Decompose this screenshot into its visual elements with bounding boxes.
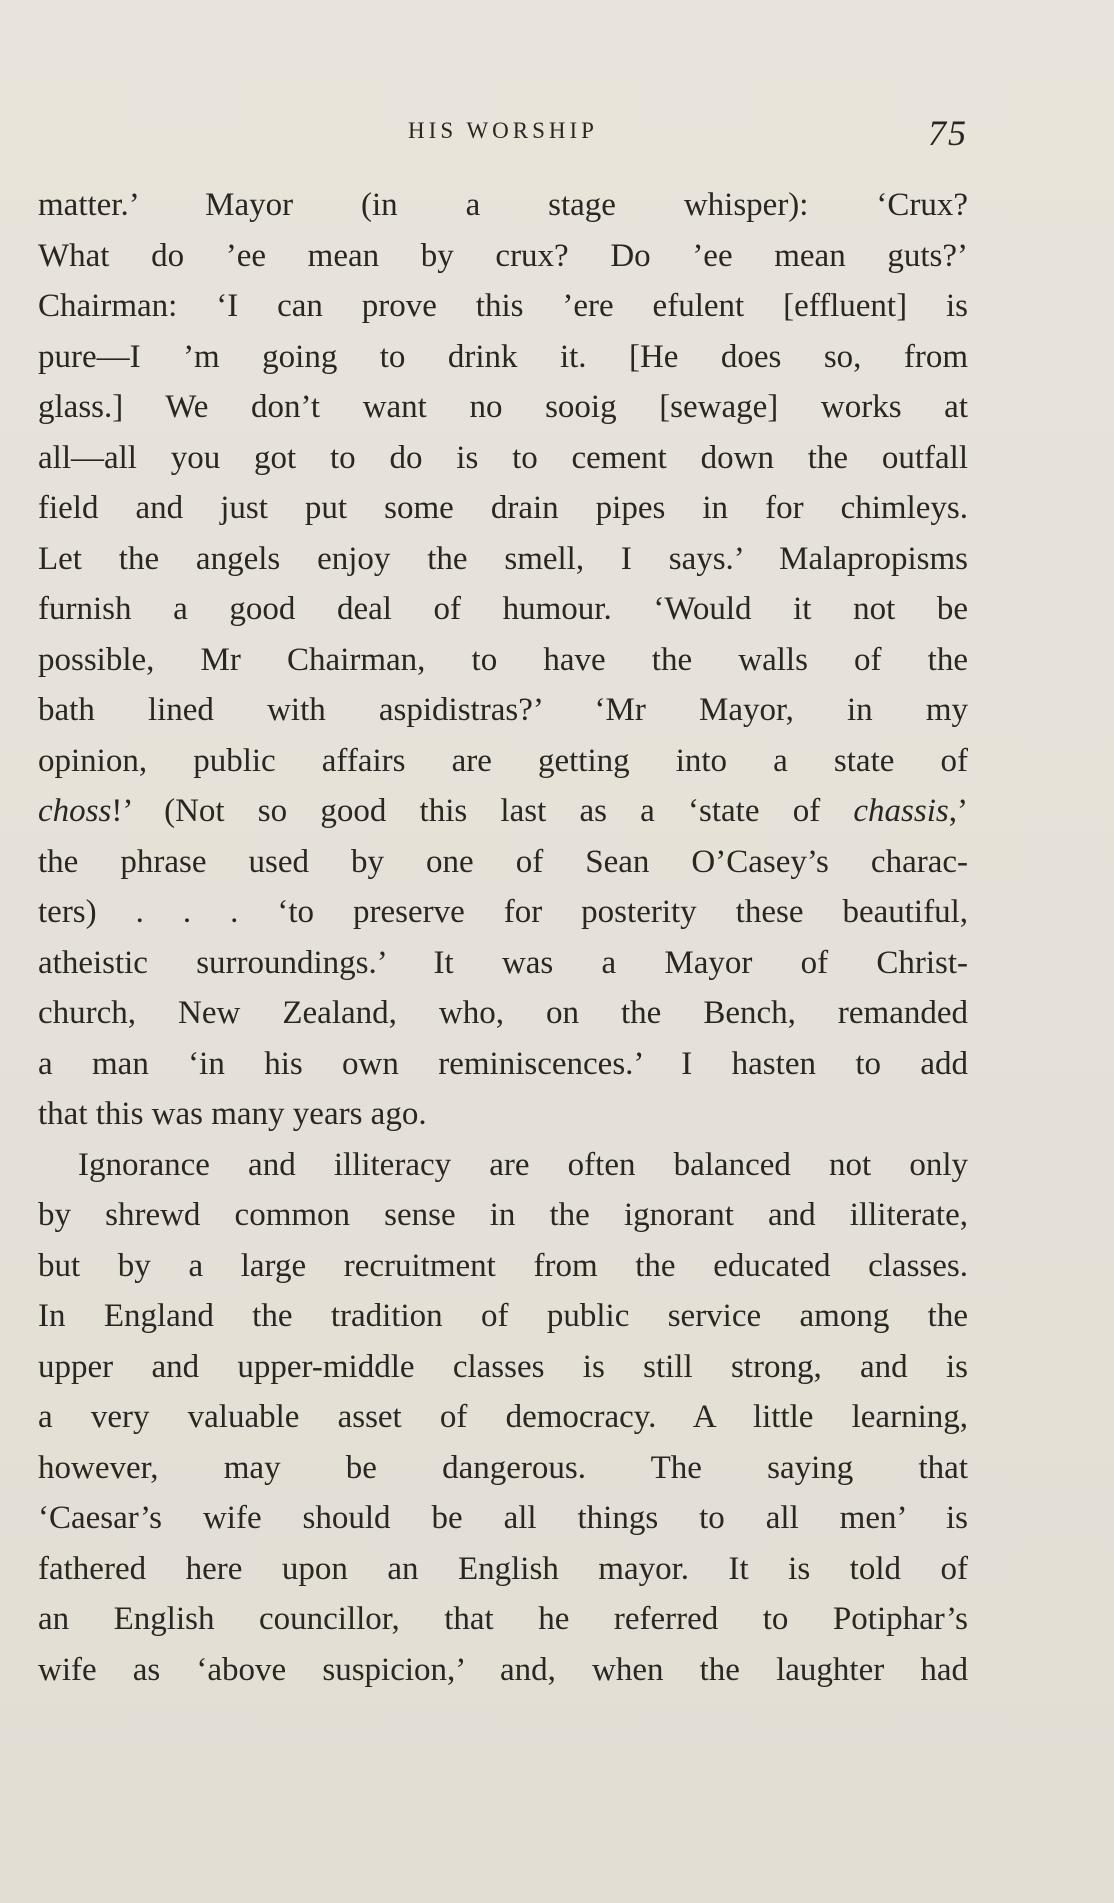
text-line: by shrewd common sense in the ignorant and illiterate, <box>38 1197 968 1233</box>
running-head <box>38 112 968 152</box>
text-line: Chairman: ‘I can prove this ’ere efulent [effluent] is <box>38 288 968 324</box>
text-line: opinion, public affairs are getting into a state of <box>38 742 968 779</box>
text-line: church, New Zealand, who, on the Bench, remanded <box>38 995 968 1031</box>
page-number: 75 <box>928 113 968 153</box>
text-line: the phrase used by one of Sean O’Casey’s charac- <box>38 843 968 880</box>
text-line: What do ’ee mean by crux? Do ’ee mean guts?’ <box>38 237 968 274</box>
text-line: Ignorance and illiteracy are often balanced not only <box>78 1146 968 1183</box>
text-line: an English councillor, that he referred to Potiphar’s <box>38 1601 968 1637</box>
text-line: wife as ‘above suspicion,’ and, when the laughter had <box>38 1651 968 1688</box>
text-line: Let the angels enjoy the smell, I says.’ Malapropisms <box>38 540 968 577</box>
text-line: bath lined with aspidistras?’ ‘Mr Mayor, in my <box>38 692 968 728</box>
text-line: possible, Mr Chairman, to have the walls of the <box>38 641 968 678</box>
running-title: HIS WORSHIP <box>408 118 598 143</box>
text-line: a man ‘in his own reminiscences.’ I hasten to add <box>38 1045 968 1082</box>
text-line: that this was many years ago. <box>38 1096 427 1132</box>
text-line: all—all you got to do is to cement down the outfall <box>38 439 968 476</box>
text-line: fathered here upon an English mayor. It is told of <box>38 1550 968 1587</box>
text-line: upper and upper-middle classes is still strong, and is <box>38 1348 968 1385</box>
text-line: however, may be dangerous. The saying that <box>38 1449 968 1486</box>
text-line: ters) . . . ‘to preserve for posterity these beautiful, <box>38 894 968 930</box>
text-line: a very valuable asset of democracy. A little learning, <box>38 1399 968 1435</box>
text-line: In England the tradition of public service among the <box>38 1298 968 1334</box>
text-line: furnish a good deal of humour. ‘Would it not be <box>38 591 968 627</box>
text-line: but by a large recruitment from the educated classes. <box>38 1247 968 1284</box>
body-text <box>38 180 968 1695</box>
text-line: ‘Caesar’s wife should be all things to all men’ is <box>38 1500 968 1536</box>
text-line: glass.] We don’t want no sooig [sewage] works at <box>38 389 968 425</box>
text-line: pure—I ’m going to drink it. [He does so, from <box>38 338 968 375</box>
text-line: matter.’ Mayor (in a stage whisper): ‘Crux? <box>38 187 968 223</box>
text-line: chossǃ’ (Not so good this last as a ‘state of chassis,’ <box>38 793 968 829</box>
text-line: field and just put some drain pipes in for chimleys. <box>38 490 968 526</box>
text-line: atheistic surroundings.’ It was a Mayor of Christ- <box>38 944 968 981</box>
